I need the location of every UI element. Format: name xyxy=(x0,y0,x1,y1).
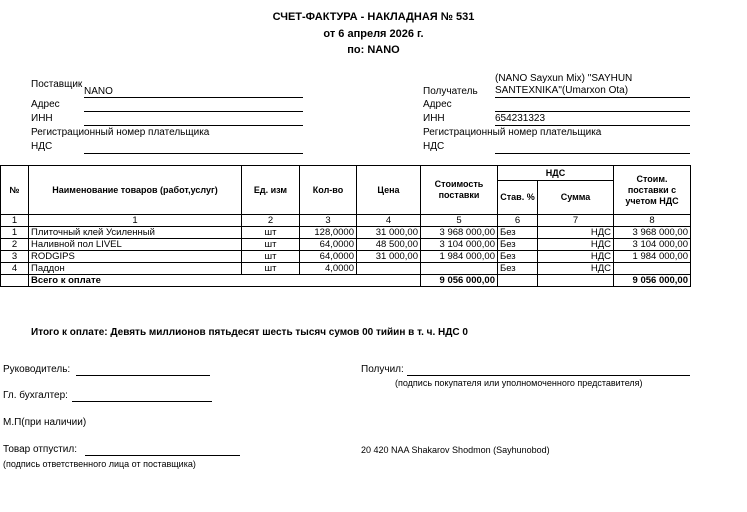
supplier-line xyxy=(84,97,303,98)
column-number: 1 xyxy=(1,215,29,227)
row-nds-sum: НДС xyxy=(538,251,614,263)
column-number: 5 xyxy=(421,215,498,227)
released-note: (подпись ответственного лица от поставщика) xyxy=(3,459,196,469)
row-nds-rate: Без xyxy=(498,263,538,275)
received-label: Получил: xyxy=(361,364,404,375)
row-price xyxy=(357,263,421,275)
header-cost: Стоимость поставки xyxy=(421,166,498,215)
recipient-inn-line xyxy=(495,125,690,126)
document-title: СЧЕТ-ФАКТУРА - НАКЛАДНАЯ № 531 xyxy=(272,11,475,23)
header-nds: НДС xyxy=(498,166,614,181)
row-qty: 4,0000 xyxy=(300,263,357,275)
row-price: 48 500,00 xyxy=(357,239,421,251)
row-qty: 128,0000 xyxy=(300,227,357,239)
row-unit: шт xyxy=(242,263,300,275)
row-price: 31 000,00 xyxy=(357,251,421,263)
proxy-text: 20 420 NAA Shakarov Shodmon (Sayhunobod) xyxy=(361,445,550,455)
recipient-address-label: Адрес xyxy=(423,99,452,110)
recipient-reg-label: Регистрационный номер плательщика xyxy=(423,127,602,138)
received-line xyxy=(407,375,690,376)
header-nds-rate: Став. % xyxy=(498,181,538,215)
supplier-value: NANO xyxy=(84,86,113,97)
recipient-label: Получатель xyxy=(423,86,478,97)
recipient-nds-line xyxy=(495,153,690,154)
row-name: Паддон xyxy=(29,263,242,275)
row-name: Плиточный клей Усиленный xyxy=(29,227,242,239)
row-total xyxy=(614,263,691,275)
header-qty: Кол-во xyxy=(300,166,357,215)
supplier-nds-line xyxy=(84,153,303,154)
row-nds-sum: НДС xyxy=(538,239,614,251)
invoice-table xyxy=(0,165,691,287)
stamp-label: М.П(при наличии) xyxy=(3,417,86,428)
director-line xyxy=(76,375,210,376)
row-name: RODGIPS xyxy=(29,251,242,263)
header-price: Цена xyxy=(357,166,421,215)
row-nds-sum: НДС xyxy=(538,227,614,239)
recipient-address-line xyxy=(495,111,690,112)
supplier-inn-label: ИНН xyxy=(31,113,53,124)
row-qty: 64,0000 xyxy=(300,251,357,263)
document-contract: по: NANO xyxy=(347,44,400,56)
row-num: 1 xyxy=(1,227,29,239)
accountant-line xyxy=(72,401,212,402)
total-label: Всего к оплате xyxy=(29,275,421,287)
column-number: 1 xyxy=(29,215,242,227)
released-label: Товар отпустил: xyxy=(3,444,77,455)
row-cost: 1 984 000,00 xyxy=(421,251,498,263)
recipient-inn-value: 654231323 xyxy=(495,113,546,124)
header-nds-sum: Сумма xyxy=(538,181,614,215)
header-num: № xyxy=(1,166,29,215)
supplier-reg-label: Регистрационный номер плательщика xyxy=(31,127,210,138)
row-nds-rate: Без xyxy=(498,227,538,239)
header-total-cost: Стоим. поставки с учетом НДС xyxy=(614,166,691,215)
recipient-value-line1: (NANO Sayxun Mix) "SAYHUN xyxy=(495,73,633,84)
total-in-words: Итого к оплате: Девять миллионов пятьдесят шесть тысяч сумов 00 тийин в т. ч. НДС 0 xyxy=(31,327,468,338)
row-num: 3 xyxy=(1,251,29,263)
row-name: Наливной пол LIVEL xyxy=(29,239,242,251)
column-number: 8 xyxy=(614,215,691,227)
row-unit: шт xyxy=(242,239,300,251)
row-total: 3 104 000,00 xyxy=(614,239,691,251)
row-nds-rate: Без xyxy=(498,239,538,251)
column-number: 2 xyxy=(242,215,300,227)
row-cost: 3 104 000,00 xyxy=(421,239,498,251)
released-line xyxy=(85,455,240,456)
table-row xyxy=(1,239,691,251)
received-note: (подпись покупателя или уполномоченного представителя) xyxy=(395,378,643,388)
column-number: 3 xyxy=(300,215,357,227)
row-num: 4 xyxy=(1,263,29,275)
supplier-inn-line xyxy=(84,125,303,126)
column-number: 4 xyxy=(357,215,421,227)
total-cost: 9 056 000,00 xyxy=(421,275,498,287)
row-num: 2 xyxy=(1,239,29,251)
table-row xyxy=(1,251,691,263)
table-row xyxy=(1,263,691,275)
row-cost xyxy=(421,263,498,275)
total-row xyxy=(1,275,691,287)
document-date: от 6 апреля 2026 г. xyxy=(323,28,424,40)
recipient-inn-label: ИНН xyxy=(423,113,445,124)
row-nds-sum: НДС xyxy=(538,263,614,275)
recipient-value-line2: SANTEXNIKA"(Umarxon Ota) xyxy=(495,85,629,96)
row-nds-rate: Без xyxy=(498,251,538,263)
supplier-address-label: Адрес xyxy=(31,99,60,110)
row-unit: шт xyxy=(242,251,300,263)
table-row xyxy=(1,227,691,239)
supplier-label: Поставщик xyxy=(31,79,83,90)
header-unit: Ед. изм xyxy=(242,166,300,215)
row-total: 3 968 000,00 xyxy=(614,227,691,239)
header-name: Наименование товаров (работ,услуг) xyxy=(29,166,242,215)
supplier-address-line xyxy=(84,111,303,112)
row-total: 1 984 000,00 xyxy=(614,251,691,263)
accountant-label: Гл. бухгалтер: xyxy=(3,390,68,401)
column-number: 6 xyxy=(498,215,538,227)
column-number: 7 xyxy=(538,215,614,227)
row-price: 31 000,00 xyxy=(357,227,421,239)
director-label: Руководитель: xyxy=(3,364,71,375)
supplier-nds-label: НДС xyxy=(31,141,53,152)
row-qty: 64,0000 xyxy=(300,239,357,251)
row-cost: 3 968 000,00 xyxy=(421,227,498,239)
recipient-nds-label: НДС xyxy=(423,141,445,152)
row-unit: шт xyxy=(242,227,300,239)
total-with-nds: 9 056 000,00 xyxy=(614,275,691,287)
recipient-line xyxy=(495,97,690,98)
